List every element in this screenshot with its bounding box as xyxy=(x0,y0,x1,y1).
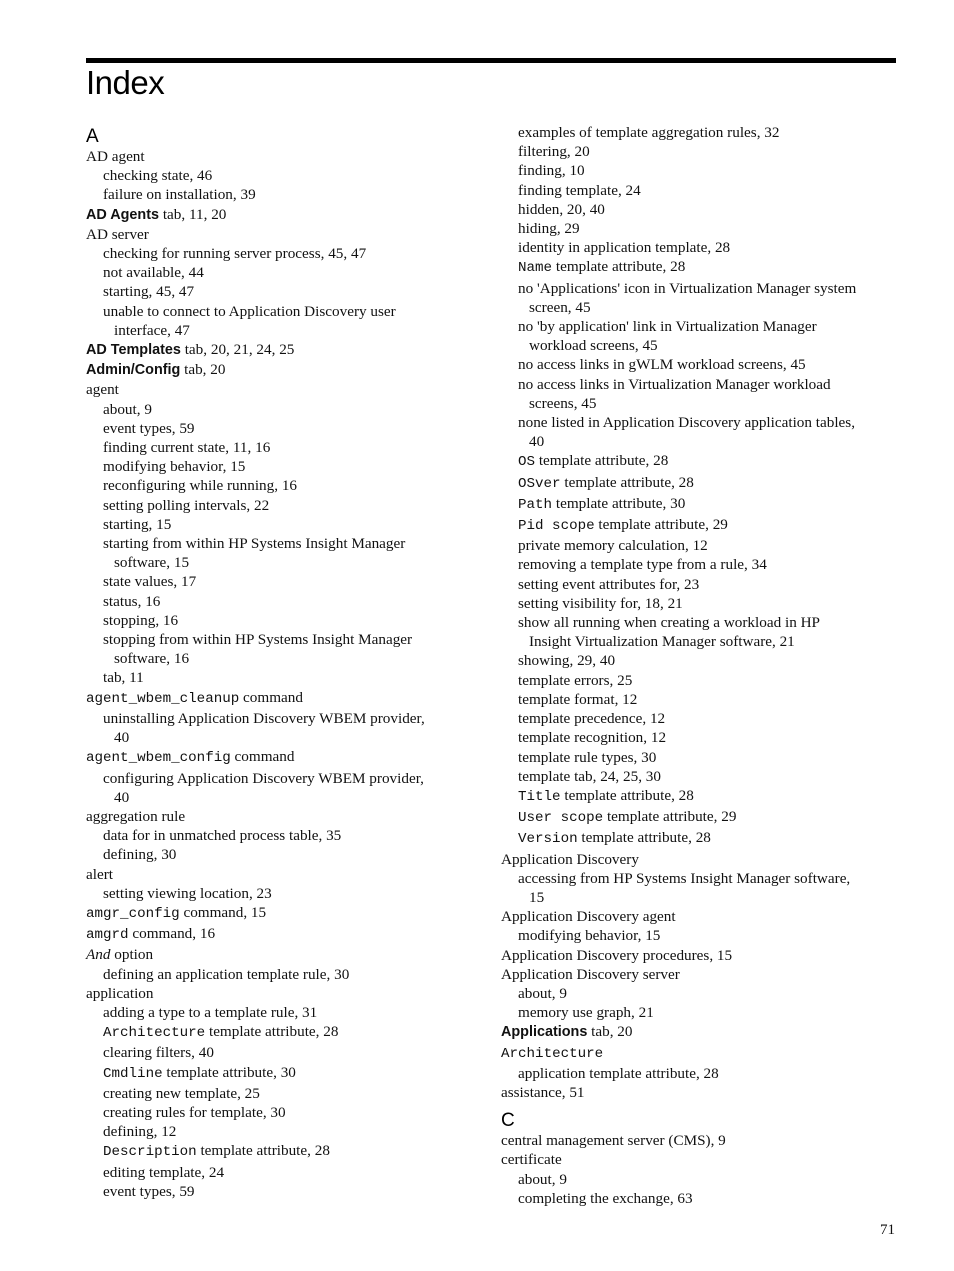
entry-text: hiding, 29 xyxy=(518,220,580,238)
index-subentry xyxy=(86,1182,486,1201)
page-number: 71 xyxy=(880,1222,895,1238)
entry-text: tab, 11, 20 xyxy=(159,205,227,223)
index-subentry xyxy=(86,1003,486,1022)
code-term: Name xyxy=(518,260,553,277)
index-subentry xyxy=(86,1063,486,1084)
code-term: Path xyxy=(518,496,553,513)
index-entry-continuation xyxy=(501,432,901,451)
index-subentry xyxy=(86,457,486,476)
entry-text: template attribute, 28 xyxy=(552,258,686,276)
index-subentry xyxy=(86,1022,486,1043)
index-subentry xyxy=(501,1064,901,1083)
entry-text: modifying behavior, 15 xyxy=(518,927,661,945)
index-subentry xyxy=(86,244,486,263)
index-subentry xyxy=(501,1189,901,1208)
code-term: Architecture xyxy=(501,1045,604,1062)
index-subentry xyxy=(501,807,901,828)
index-entry xyxy=(501,1083,901,1102)
entry-text: template attribute, 30 xyxy=(552,494,686,512)
entry-text: event types, 59 xyxy=(103,1182,195,1200)
entry-text: about, 9 xyxy=(518,1170,567,1188)
index-subentry xyxy=(501,473,901,494)
entry-text: tab, 20 xyxy=(180,361,226,379)
entry-text: command, 15 xyxy=(179,903,267,921)
code-term: Architecture xyxy=(103,1025,206,1042)
code-term: OS xyxy=(518,454,536,471)
entry-text: template attribute, 28 xyxy=(205,1023,339,1041)
entry-text: 15 xyxy=(529,888,545,906)
entry-text: Insight Virtualization Manager software, 21 xyxy=(529,633,795,651)
entry-text: template attribute, 29 xyxy=(594,516,728,534)
index-subentry xyxy=(501,984,901,1003)
index-subentry xyxy=(501,200,901,219)
entry-text: finding template, 24 xyxy=(518,181,641,199)
code-term: agent_wbem_cleanup xyxy=(86,690,240,707)
entry-text: examples of template aggregation rules, 32 xyxy=(518,124,780,141)
entry-text: template attribute, 28 xyxy=(560,473,694,491)
entry-text: Application Discovery agent xyxy=(501,908,676,926)
entry-text: state values, 17 xyxy=(103,573,197,591)
index-subentry xyxy=(86,611,486,630)
index-subentry xyxy=(501,515,901,536)
index-subentry xyxy=(501,671,901,690)
index-entry-continuation xyxy=(501,888,901,907)
index-subentry xyxy=(501,494,901,515)
entry-text: screen, 45 xyxy=(529,298,591,316)
index-subentry xyxy=(86,1103,486,1122)
entry-text: creating rules for template, 30 xyxy=(103,1103,286,1121)
entry-text: screens, 45 xyxy=(529,394,597,412)
index-subentry xyxy=(86,282,486,301)
entry-text: Application Discovery procedures, 15 xyxy=(501,946,733,964)
index-subentry xyxy=(501,651,901,670)
entry-text: aggregation rule xyxy=(86,807,186,825)
entry-text: adding a type to a template rule, 31 xyxy=(103,1003,318,1021)
index-entry-continuation xyxy=(501,336,901,355)
index-subentry xyxy=(501,869,901,888)
index-subentry xyxy=(86,496,486,515)
page-title: Index xyxy=(86,64,165,101)
entry-text: hidden, 20, 40 xyxy=(518,200,605,218)
index-entry xyxy=(86,380,486,399)
entry-text: setting visibility for, 18, 21 xyxy=(518,594,683,612)
index-subentry xyxy=(501,1003,901,1022)
entry-text: AD server xyxy=(86,225,149,243)
code-term: User scope xyxy=(518,810,604,827)
index-subentry xyxy=(86,438,486,457)
entry-text: template attribute, 28 xyxy=(560,786,694,804)
entry-text: accessing from HP Systems Insight Manager software, xyxy=(518,869,851,887)
index-subentry xyxy=(501,613,901,632)
entry-text: template rule types, 30 xyxy=(518,748,657,766)
entry-text: 40 xyxy=(114,788,130,806)
index-subentry xyxy=(501,219,901,238)
entry-text: finding current state, 11, 16 xyxy=(103,439,271,457)
index-subentry xyxy=(86,884,486,903)
index-entry xyxy=(501,946,901,965)
index-letter-heading: A xyxy=(86,126,99,147)
entry-text: software, 15 xyxy=(114,554,190,572)
index-subentry xyxy=(86,534,486,553)
index-subentry xyxy=(86,400,486,419)
entry-text: application template attribute, 28 xyxy=(518,1064,719,1082)
index-entry-continuation xyxy=(501,394,901,413)
index-subentry xyxy=(501,375,901,394)
index-subentry xyxy=(86,965,486,984)
entry-text: editing template, 24 xyxy=(103,1163,225,1181)
entry-text: reconfiguring while running, 16 xyxy=(103,477,298,495)
entry-text: no access links in Virtualization Manager workload xyxy=(518,375,831,393)
entry-text: finding, 10 xyxy=(518,162,585,180)
entry-text: not available, 44 xyxy=(103,264,204,282)
index-subentry xyxy=(86,476,486,495)
entry-text: status, 16 xyxy=(103,592,161,610)
code-term: OSver xyxy=(518,475,561,492)
index-subentry xyxy=(86,592,486,611)
entry-text: starting, 45, 47 xyxy=(103,283,195,301)
index-entry xyxy=(86,688,486,709)
entry-text: modifying behavior, 15 xyxy=(103,458,246,476)
index-entry xyxy=(86,945,486,964)
entry-text: no 'by application' link in Virtualization Manager xyxy=(518,318,817,336)
entry-text: defining, 30 xyxy=(103,846,177,864)
entry-text: setting polling intervals, 22 xyxy=(103,496,270,514)
index-entry xyxy=(86,360,486,380)
index-subentry xyxy=(86,302,486,321)
ui-label-term: Applications xyxy=(501,1024,588,1041)
index-entry xyxy=(86,984,486,1003)
entry-text: template format, 12 xyxy=(518,690,638,708)
index-entry xyxy=(86,225,486,244)
entry-text: assistance, 51 xyxy=(501,1083,585,1101)
index-subentry xyxy=(86,419,486,438)
header-rule xyxy=(86,58,896,63)
index-entry-continuation xyxy=(86,649,486,668)
entry-text: central management server (CMS), 9 xyxy=(501,1132,726,1150)
entry-text: template recognition, 12 xyxy=(518,729,667,747)
entry-text: setting viewing location, 23 xyxy=(103,884,272,902)
index-column-left xyxy=(86,123,486,1201)
entry-text: agent xyxy=(86,381,119,399)
ui-label-term: AD Templates xyxy=(86,342,181,359)
entry-text: none listed in Application Discovery application tables, xyxy=(518,414,856,432)
index-entry xyxy=(501,1043,901,1064)
index-subentry xyxy=(86,572,486,591)
index-entry-continuation xyxy=(501,632,901,651)
index-subentry xyxy=(501,181,901,200)
code-term: amgr_config xyxy=(86,905,180,922)
index-subentry xyxy=(86,1043,486,1062)
entry-text: memory use graph, 21 xyxy=(518,1004,654,1022)
index-subentry xyxy=(501,786,901,807)
entry-text: AD agent xyxy=(86,148,145,165)
index-subentry xyxy=(501,413,901,432)
code-term: Description xyxy=(103,1144,197,1161)
ui-label-term: AD Agents xyxy=(86,206,160,223)
entry-text: application xyxy=(86,984,154,1002)
entry-text: about, 9 xyxy=(518,984,567,1002)
index-entry xyxy=(501,1022,901,1042)
entry-text: template attribute, 28 xyxy=(577,829,711,847)
entry-text: Application Discovery server xyxy=(501,965,680,983)
index-subentry xyxy=(86,668,486,687)
index-subentry xyxy=(86,845,486,864)
index-entry xyxy=(86,147,486,166)
index-entry xyxy=(501,850,901,869)
index-subentry xyxy=(501,279,901,298)
entry-text: event types, 59 xyxy=(103,419,195,437)
entry-text: command xyxy=(230,748,295,766)
index-subentry xyxy=(501,767,901,786)
entry-text: template attribute, 28 xyxy=(196,1142,330,1160)
entry-text: tab, 20 xyxy=(587,1023,633,1041)
index-subentry xyxy=(86,166,486,185)
entry-text: option xyxy=(110,946,154,964)
entry-text: stopping from within HP Systems Insight Manager xyxy=(103,631,413,649)
index-subentry xyxy=(501,238,901,257)
index-subentry xyxy=(86,263,486,282)
index-subentry xyxy=(86,185,486,204)
index-entry-continuation xyxy=(86,321,486,340)
code-term: Pid scope xyxy=(518,518,595,535)
index-entry-continuation xyxy=(501,298,901,317)
index-subentry xyxy=(501,123,901,142)
index-entry xyxy=(86,747,486,768)
entry-text: creating new template, 25 xyxy=(103,1084,260,1102)
index-subentry xyxy=(86,769,486,788)
index-subentry xyxy=(86,630,486,649)
index-subentry xyxy=(501,555,901,574)
entry-text: defining, 12 xyxy=(103,1123,177,1141)
index-subentry xyxy=(501,536,901,555)
index-subentry xyxy=(86,1163,486,1182)
entry-text: And xyxy=(86,946,111,964)
ui-label-term: Admin/Config xyxy=(86,362,181,379)
index-entry xyxy=(501,1150,901,1169)
entry-text: Application Discovery xyxy=(501,850,639,868)
index-subentry xyxy=(501,926,901,945)
entry-text: template attribute, 30 xyxy=(162,1063,296,1081)
index-subentry xyxy=(86,826,486,845)
entry-text: command xyxy=(239,688,303,706)
index-subentry xyxy=(501,451,901,472)
entry-text: command, 16 xyxy=(128,925,216,943)
index-entry xyxy=(86,807,486,826)
entry-text: starting from within HP Systems Insight Manager xyxy=(103,535,406,553)
entry-text: setting event attributes for, 23 xyxy=(518,575,700,593)
index-entry xyxy=(86,903,486,924)
entry-text: uninstalling Application Discovery WBEM provider, xyxy=(103,709,425,727)
index-entry xyxy=(501,965,901,984)
code-term: Cmdline xyxy=(103,1065,163,1082)
entry-text: template attribute, 29 xyxy=(603,808,737,826)
index-subentry xyxy=(501,355,901,374)
index-subentry xyxy=(501,161,901,180)
entry-text: template errors, 25 xyxy=(518,671,633,689)
index-entry xyxy=(501,907,901,926)
index-subentry xyxy=(501,257,901,278)
entry-text: clearing filters, 40 xyxy=(103,1044,214,1062)
index-subentry xyxy=(501,828,901,849)
code-term: Version xyxy=(518,831,578,848)
code-term: agent_wbem_config xyxy=(86,750,231,767)
index-subentry xyxy=(501,594,901,613)
index-subentry xyxy=(86,515,486,534)
index-column-right xyxy=(501,123,901,1208)
index-entry xyxy=(86,340,486,360)
entry-text: no 'Applications' icon in Virtualization Manager system xyxy=(518,279,857,297)
entry-text: completing the exchange, 63 xyxy=(518,1189,693,1207)
entry-text: 40 xyxy=(529,433,545,451)
entry-text: showing, 29, 40 xyxy=(518,652,616,670)
entry-text: private memory calculation, 12 xyxy=(518,537,708,555)
index-subentry xyxy=(86,1122,486,1141)
index-entry xyxy=(86,205,486,225)
index-letter-heading: C xyxy=(501,1110,515,1132)
entry-text: no access links in gWLM workload screens, 45 xyxy=(518,356,806,374)
entry-text: 40 xyxy=(114,729,130,747)
entry-text: about, 9 xyxy=(103,400,152,418)
index-subentry xyxy=(501,709,901,728)
index-entry-continuation xyxy=(86,553,486,572)
index-subentry xyxy=(501,142,901,161)
index-entry xyxy=(501,1131,901,1150)
index-entry-continuation xyxy=(86,788,486,807)
entry-text: checking state, 46 xyxy=(103,167,213,185)
index-subentry xyxy=(501,748,901,767)
entry-text: software, 16 xyxy=(114,650,190,668)
index-subentry xyxy=(501,317,901,336)
entry-text: removing a template type from a rule, 34 xyxy=(518,556,767,574)
entry-text: failure on installation, 39 xyxy=(103,186,256,204)
entry-text: data for in unmatched process table, 35 xyxy=(103,827,342,845)
index-entry xyxy=(86,924,486,945)
entry-text: workload screens, 45 xyxy=(529,337,658,355)
index-subentry xyxy=(86,1084,486,1103)
entry-text: defining an application template rule, 30 xyxy=(103,965,350,983)
entry-text: tab, 11 xyxy=(103,669,144,687)
entry-text: interface, 47 xyxy=(114,321,190,339)
entry-text: show all running when creating a workload in HP xyxy=(518,614,820,632)
index-subentry xyxy=(501,575,901,594)
entry-text: tab, 20, 21, 24, 25 xyxy=(180,341,295,359)
entry-text: stopping, 16 xyxy=(103,611,179,629)
entry-text: checking for running server process, 45, 47 xyxy=(103,245,367,263)
code-term: amgrd xyxy=(86,927,129,944)
index-subentry xyxy=(501,690,901,709)
code-term: Title xyxy=(518,788,561,805)
index-entry-continuation xyxy=(86,728,486,747)
entry-text: filtering, 20 xyxy=(518,143,590,161)
entry-text: identity in application template, 28 xyxy=(518,239,731,257)
entry-text: template precedence, 12 xyxy=(518,710,666,728)
index-subentry xyxy=(501,728,901,747)
entry-text: certificate xyxy=(501,1151,562,1169)
index-subentry xyxy=(86,1141,486,1162)
entry-text: alert xyxy=(86,865,113,883)
index-entry xyxy=(86,865,486,884)
entry-text: unable to connect to Application Discovery user xyxy=(103,302,396,320)
entry-text: starting, 15 xyxy=(103,515,172,533)
entry-text: template tab, 24, 25, 30 xyxy=(518,767,661,785)
index-subentry xyxy=(86,709,486,728)
entry-text: template attribute, 28 xyxy=(535,452,669,470)
entry-text: configuring Application Discovery WBEM provider, xyxy=(103,769,424,787)
index-subentry xyxy=(501,1170,901,1189)
